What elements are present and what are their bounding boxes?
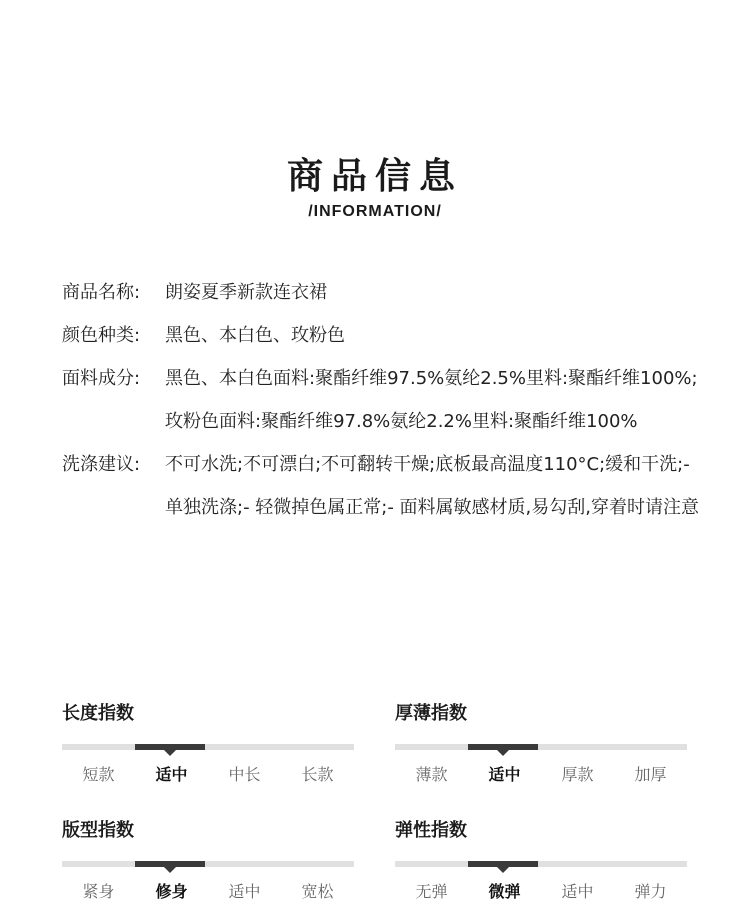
scale-option: 宽松 xyxy=(301,882,334,901)
section-subtitle: /INFORMATION/ xyxy=(308,203,442,220)
scale-options xyxy=(62,879,354,902)
info-row-name xyxy=(62,271,702,314)
scale-track xyxy=(395,744,687,750)
section-title: 商品信息 xyxy=(286,156,463,197)
scale-title: 弹性指数 xyxy=(395,820,467,841)
scale-option: 修身 xyxy=(155,882,188,901)
scale-option: 微弹 xyxy=(488,882,521,901)
thickness-index-scale xyxy=(395,701,687,784)
product-info-list xyxy=(62,271,702,529)
scale-indicator xyxy=(135,861,205,867)
info-value: 黑色、本白色、玫粉色 xyxy=(165,325,345,346)
scale-option: 适中 xyxy=(155,765,188,784)
indicator-pointer-icon xyxy=(497,867,509,873)
scale-option: 无弹 xyxy=(415,882,448,901)
scale-option: 中长 xyxy=(228,765,261,784)
fit-index-scale xyxy=(62,818,354,901)
scale-option: 紧身 xyxy=(82,882,115,901)
scale-option: 长款 xyxy=(301,765,334,784)
indicator-pointer-icon xyxy=(164,867,176,873)
scale-option: 适中 xyxy=(488,765,521,784)
scale-option: 薄款 xyxy=(415,765,448,784)
scale-indicator xyxy=(468,744,538,750)
info-value: 朗姿夏季新款连衣裙 xyxy=(165,282,327,303)
scale-title: 版型指数 xyxy=(62,820,134,841)
info-label: 颜色种类: xyxy=(62,325,141,346)
scale-options xyxy=(395,879,687,902)
scale-track xyxy=(62,861,354,867)
scale-indicator xyxy=(135,744,205,750)
info-label: 商品名称: xyxy=(62,282,141,303)
info-row-fabric xyxy=(62,357,702,443)
scale-options xyxy=(62,762,354,785)
scale-track xyxy=(62,744,354,750)
scale-option: 厚款 xyxy=(561,765,594,784)
scale-title: 厚薄指数 xyxy=(395,703,467,724)
scale-option: 弹力 xyxy=(634,882,667,901)
info-row-colors xyxy=(62,314,702,357)
info-label: 面料成分: xyxy=(62,368,141,389)
indicator-pointer-icon xyxy=(164,750,176,756)
indicator-pointer-icon xyxy=(497,750,509,756)
scale-option: 短款 xyxy=(82,765,115,784)
scale-option: 适中 xyxy=(228,882,261,901)
info-row-care xyxy=(62,443,702,529)
scale-option: 适中 xyxy=(561,882,594,901)
scale-track xyxy=(395,861,687,867)
elasticity-index-scale xyxy=(395,818,687,901)
scale-indicator xyxy=(468,861,538,867)
scale-option: 加厚 xyxy=(634,765,667,784)
scale-title: 长度指数 xyxy=(62,703,134,724)
info-label: 洗涤建议: xyxy=(62,454,141,475)
info-value: 不可水洗;不可漂白;不可翻转干燥;底板最高温度110°C;缓和干洗;- 单独洗涤;- 轻微掉色属正常;- 面料属敏感材质,易勾刮,穿着时请注意 xyxy=(165,454,700,518)
length-index-scale xyxy=(62,701,354,784)
scale-options xyxy=(395,762,687,785)
info-value: 黑色、本白色面料:聚酯纤维97.5%氨纶2.5%里料:聚酯纤维100%; 玫粉色面料:聚酯纤维97.8%氨纶2.2%里料:聚酯纤维100% xyxy=(165,368,698,432)
